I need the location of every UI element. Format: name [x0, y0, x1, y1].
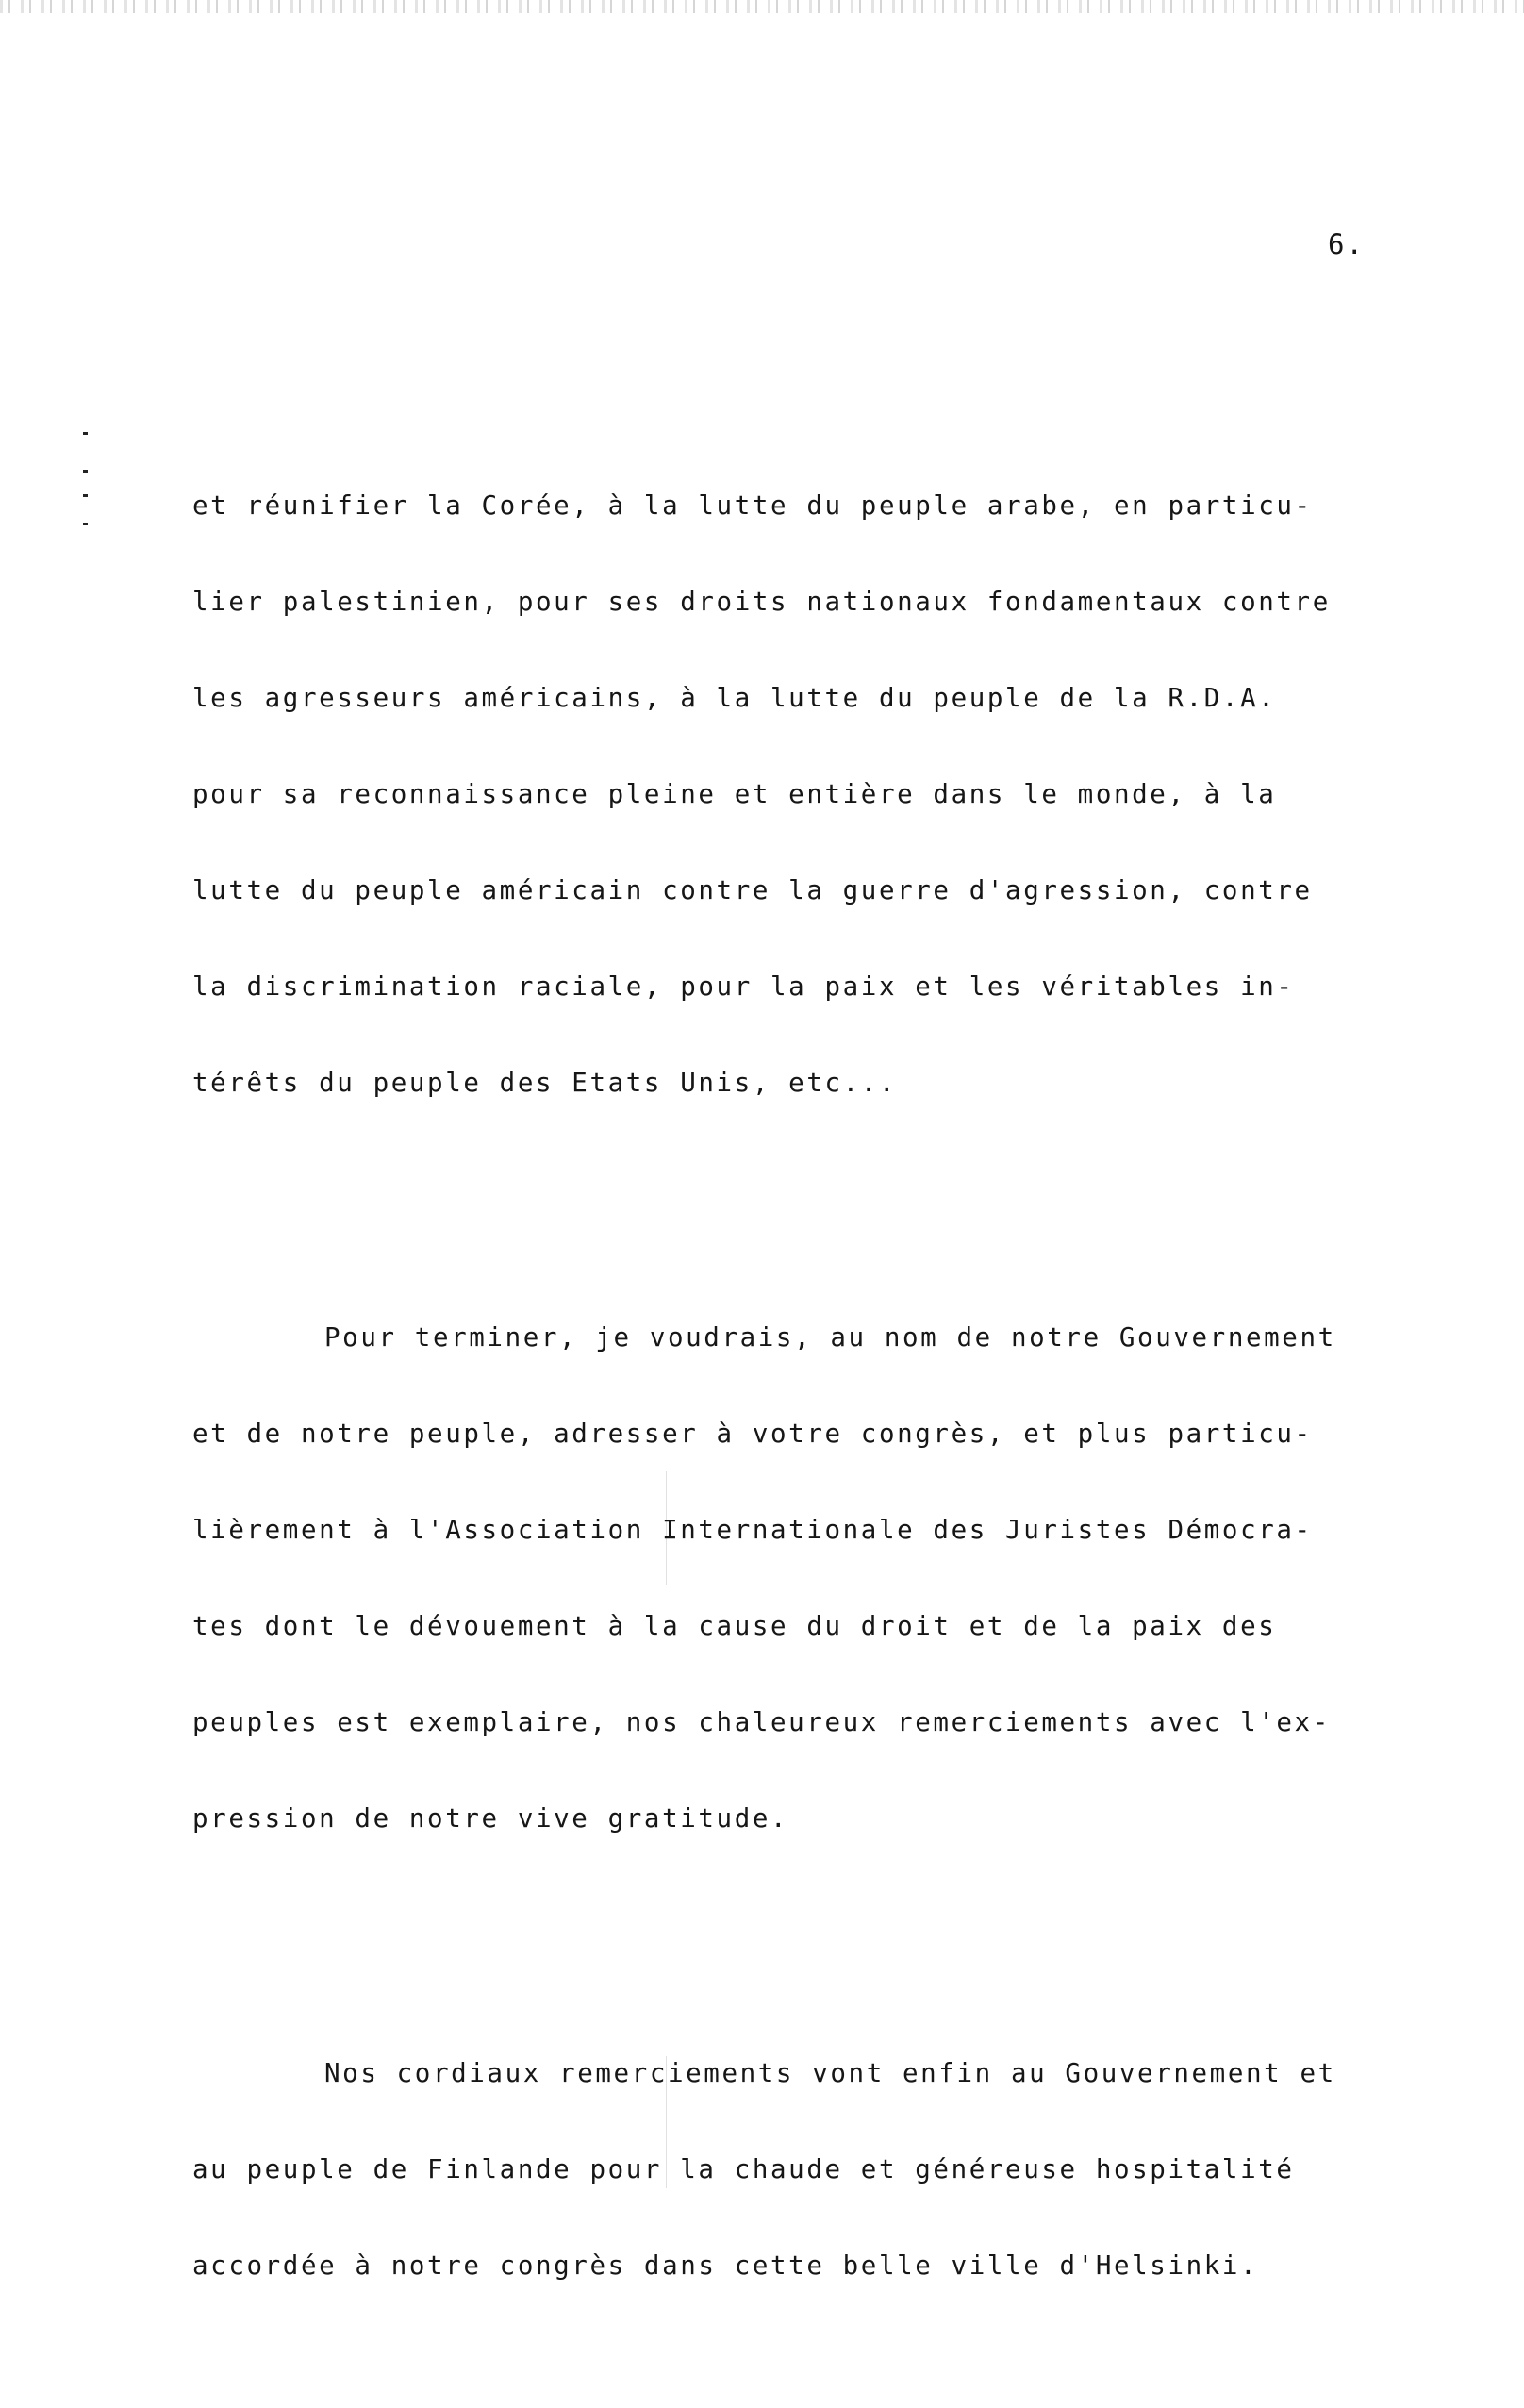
margin-mark	[83, 470, 88, 473]
text-line: pression de notre vive gratitude.	[192, 1803, 789, 1834]
paragraph-2	[192, 1257, 1418, 1899]
text-line: lièrement à l'Association Internationale des Juristes Démocra-	[192, 1515, 1313, 1545]
margin-mark	[83, 432, 88, 435]
text-line: lier palestinien, pour ses droits nationaux fondamentaux contre	[192, 587, 1331, 617]
text-line: et réunifier la Corée, à la lutte du peuple arabe, en particu-	[192, 490, 1313, 521]
text-line: tes dont le dévouement à la cause du droit et de la paix des	[192, 1611, 1277, 1641]
text-line: pour sa reconnaissance pleine et entière dans le monde, à la	[192, 779, 1277, 809]
text-line: Nos cordiaux remerciements vont enfin au Gouvernement et	[324, 2058, 1336, 2088]
margin-marks	[79, 432, 94, 545]
text-line: Pour terminer, je voudrais, au nom de notre Gouvernement	[324, 1322, 1336, 1353]
margin-mark	[83, 523, 88, 525]
text-line: les agresseurs américains, à la lutte du peuple de la R.D.A.	[192, 683, 1277, 713]
paragraph-1	[192, 425, 1418, 1163]
document-body	[192, 361, 1418, 2408]
page-number: 6.	[1328, 228, 1365, 260]
text-line: lutte du peuple américain contre la guerre d'agression, contre	[192, 875, 1313, 905]
text-line: térêts du peuple des Etats Unis, etc...	[192, 1068, 898, 1098]
text-line: accordée à notre congrès dans cette belle ville d'Helsinki.	[192, 2250, 1259, 2281]
margin-mark	[83, 494, 88, 497]
text-line: la discrimination raciale, pour la paix et les véritables in-	[192, 972, 1295, 1002]
paragraph-3	[192, 1993, 1418, 2346]
text-line: et de notre peuple, adresser à votre congrès, et plus particu-	[192, 1419, 1313, 1449]
text-line: peuples est exemplaire, nos chaleureux remerciements avec l'ex-	[192, 1707, 1331, 1737]
text-line: au peuple de Finlande pour la chaude et généreuse hospitalité	[192, 2154, 1295, 2184]
scan-edge-noise	[0, 0, 1524, 13]
